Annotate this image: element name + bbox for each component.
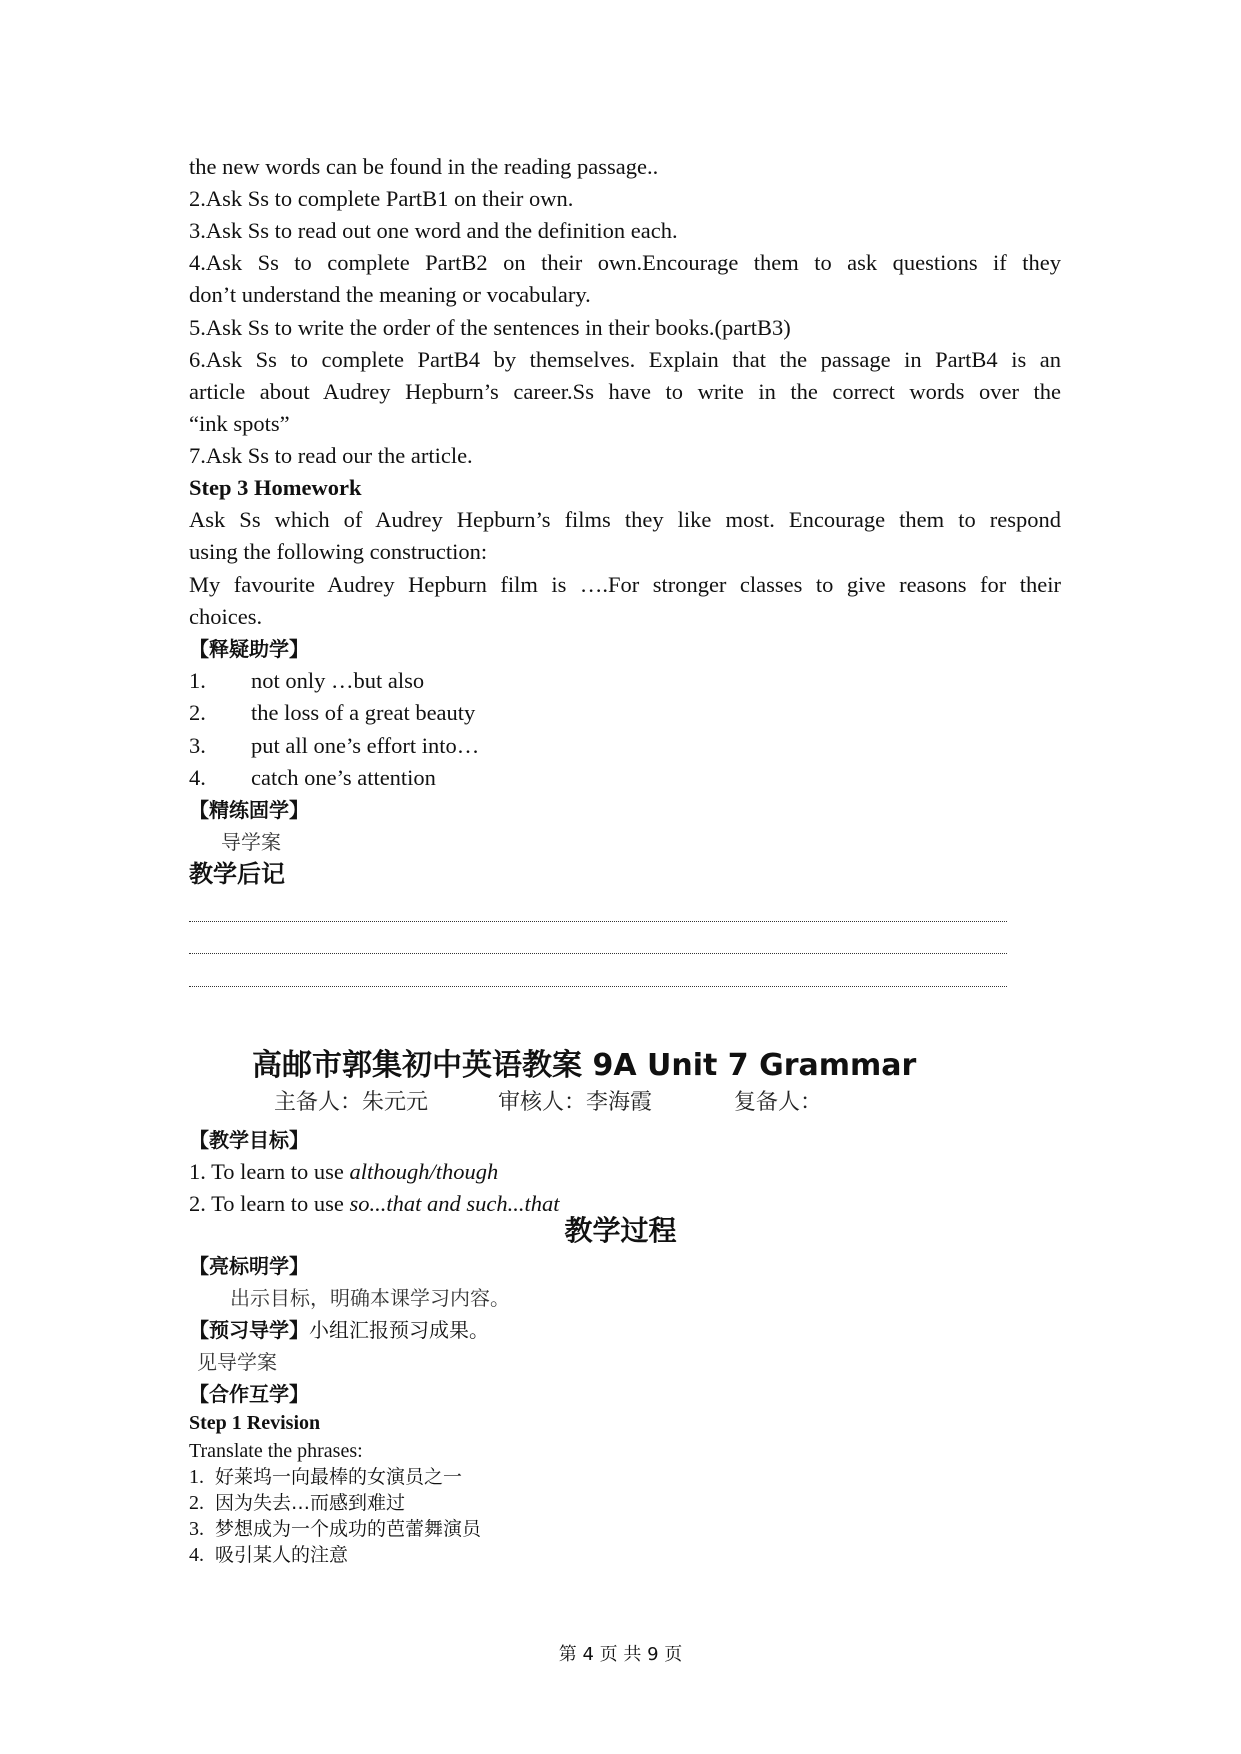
text-line: using the following construction: bbox=[189, 539, 488, 564]
author-main: 主备人：朱元元 bbox=[274, 1090, 429, 1115]
phrase-item: 3. 梦想成为一个成功的芭蕾舞演员 bbox=[189, 1518, 482, 1540]
author-co: 复备人： bbox=[734, 1090, 823, 1115]
jinglian-text: 导学案 bbox=[221, 830, 281, 854]
section-heading-hezuo: 【合作互学】 bbox=[189, 1382, 309, 1406]
text-line: article about Audrey Hepburn’s career.Ss have to write in the correct words over the bbox=[189, 379, 1061, 404]
yuxi-sub: 见导学案 bbox=[197, 1350, 277, 1374]
text-line: choices. bbox=[189, 604, 263, 629]
section-heading-liangbiao: 【亮标明学】 bbox=[189, 1254, 309, 1278]
section-heading-shiyi: 【释疑助学】 bbox=[189, 637, 309, 661]
dotted-line bbox=[189, 921, 1007, 922]
text-line: don’t understand the meaning or vocabulary. bbox=[189, 282, 591, 307]
liangbiao-text: 出示目标，明确本课学习内容。 bbox=[230, 1286, 510, 1310]
text-line: Ask Ss which of Audrey Hepburn’s films they like most. Encourage them to respond bbox=[189, 507, 1061, 532]
list-item: 2. the loss of a great beauty bbox=[189, 700, 476, 725]
section-heading-houji: 教学后记 bbox=[189, 860, 285, 888]
text-line: 2.Ask Ss to complete PartB1 on their own. bbox=[189, 186, 574, 211]
section-heading-goals: 【教学目标】 bbox=[189, 1128, 309, 1152]
text-line: the new words can be found in the reading passage.. bbox=[189, 154, 659, 179]
phrase-item: 4. 吸引某人的注意 bbox=[189, 1544, 349, 1566]
process-title: 教学过程 bbox=[564, 1214, 677, 1247]
yuxi-line: 【预习导学】小组汇报预习成果。 bbox=[189, 1318, 489, 1342]
step1-heading: Step 1 Revision bbox=[189, 1412, 321, 1434]
text-line: 6.Ask Ss to complete PartB4 by themselves. Explain that the passage in PartB4 is an bbox=[189, 347, 1061, 372]
goal-1: 1. To learn to use although/though bbox=[189, 1159, 499, 1184]
text-line: 7.Ask Ss to read our the article. bbox=[189, 443, 473, 468]
phrase-item: 2. 因为失去…而感到难过 bbox=[189, 1492, 406, 1514]
step3-heading: Step 3 Homework bbox=[189, 475, 362, 500]
goal-2: 2. To learn to use so...that and such...that bbox=[189, 1191, 560, 1216]
lesson-title: 高邮市郭集初中英语教案 9A Unit 7 Grammar bbox=[252, 1048, 917, 1083]
dotted-line bbox=[189, 953, 1007, 954]
text-line: My favourite Audrey Hepburn film is ….For stronger classes to give reasons for their bbox=[189, 572, 1061, 597]
page-footer: 第 4 页 共 9 页 bbox=[558, 1644, 683, 1665]
dotted-line bbox=[189, 986, 1007, 987]
text-line: 4.Ask Ss to complete PartB2 on their own.Encourage them to ask questions if they bbox=[189, 250, 1061, 275]
list-item: 1. not only …but also bbox=[189, 668, 425, 693]
list-item: 4. catch one’s attention bbox=[189, 765, 436, 790]
phrase-item: 1. 好莱坞一向最棒的女演员之一 bbox=[189, 1466, 463, 1488]
text-line: “ink spots” bbox=[189, 411, 290, 436]
section-heading-jinglian: 【精练固学】 bbox=[189, 798, 309, 822]
author-review: 审核人：李海霞 bbox=[498, 1090, 653, 1115]
text-line: 5.Ask Ss to write the order of the sentences in their books.(partB3) bbox=[189, 315, 791, 340]
text-line: 3.Ask Ss to read out one word and the definition each. bbox=[189, 218, 678, 243]
list-item: 3. put all one’s effort into… bbox=[189, 733, 480, 758]
translate-instruction: Translate the phrases: bbox=[189, 1440, 363, 1462]
